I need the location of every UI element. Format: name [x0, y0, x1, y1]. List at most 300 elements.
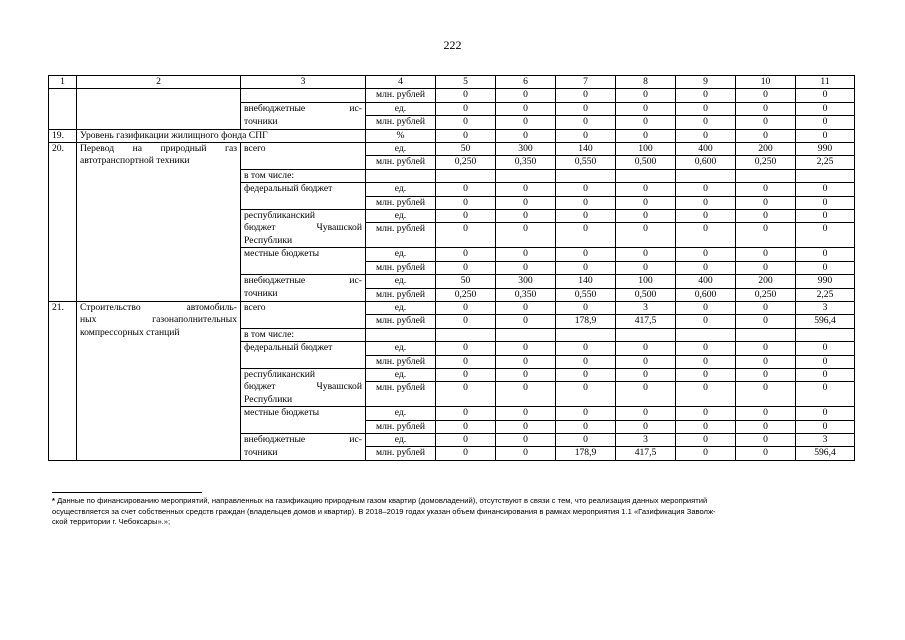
value-cell	[796, 368, 855, 381]
carry-row	[49, 89, 855, 102]
unit-cell-text: ед.	[394, 407, 407, 419]
value-cell-text: 0,250	[754, 288, 777, 300]
value-cell-text: 0	[703, 210, 708, 222]
value-cell	[676, 407, 736, 420]
value-cell-text: 0	[763, 89, 768, 101]
value-cell	[496, 315, 556, 328]
value-cell-text: 0,250	[454, 156, 477, 168]
unit-cell	[366, 342, 436, 355]
including-label-text: в том числе:	[244, 328, 295, 340]
header-cell	[77, 76, 241, 89]
value-cell	[436, 342, 496, 355]
empty-value	[496, 328, 556, 341]
header-cell-text: 2	[156, 76, 161, 87]
header-cell	[676, 76, 736, 89]
unit-cell-text: ед.	[394, 248, 407, 260]
value-cell	[616, 275, 676, 288]
value-cell	[796, 382, 855, 407]
value-cell-text: 0,250	[454, 288, 477, 300]
value-cell-text: 0	[763, 183, 768, 195]
value-cell	[616, 355, 676, 368]
including-label	[241, 328, 366, 341]
value-cell-text: 0	[763, 261, 768, 273]
unit-cell-text: млн. рублей	[376, 196, 425, 208]
row-title-line: автотранспортной техники	[80, 155, 190, 167]
value-cell-text: 0	[583, 223, 588, 235]
unit-cell	[366, 368, 436, 381]
value-cell	[436, 143, 496, 156]
value-cell	[796, 116, 855, 129]
empty-value	[796, 169, 855, 182]
value-cell-text: 0	[763, 368, 768, 380]
value-cell	[556, 248, 616, 261]
value-cell	[676, 275, 736, 288]
value-cell	[736, 116, 796, 129]
value-cell	[556, 129, 616, 142]
value-cell-text: 0	[703, 196, 708, 208]
value-cell-text: 0	[763, 102, 768, 114]
unit-cell-text: ед.	[394, 368, 407, 380]
republic-label	[241, 210, 366, 248]
empty-value	[676, 169, 736, 182]
header-cell-text: 5	[463, 76, 468, 87]
value-cell	[436, 223, 496, 248]
value-cell	[496, 210, 556, 223]
value-cell	[796, 183, 855, 196]
value-cell	[616, 102, 676, 115]
total-label-text: всего	[244, 301, 266, 313]
value-cell-text: 0	[523, 183, 528, 195]
value-cell-text: 0	[703, 261, 708, 273]
value-cell-text: 100	[638, 275, 653, 287]
value-cell	[736, 407, 796, 420]
offbudget-label-text: точники	[244, 115, 278, 127]
value-cell	[796, 261, 855, 274]
value-cell	[496, 355, 556, 368]
value-cell-text: 0,250	[754, 156, 777, 168]
value-cell-text: 0	[822, 355, 828, 367]
value-cell-text: 0	[463, 102, 468, 114]
value-cell-text: 0	[583, 355, 588, 367]
value-cell	[676, 129, 736, 142]
unit-cell-text: млн. рублей	[376, 355, 425, 367]
value-cell-text: 596,4	[814, 315, 836, 327]
value-cell-text: 300	[518, 275, 533, 287]
header-cell	[241, 76, 366, 89]
offbudget-label-text: точники	[244, 288, 278, 299]
value-cell	[796, 223, 855, 248]
value-cell	[496, 261, 556, 274]
header-cell	[616, 76, 676, 89]
republic-label	[241, 368, 366, 406]
federal-label	[241, 342, 366, 369]
value-cell-text: 0	[763, 210, 768, 222]
value-cell-text: 0	[583, 210, 588, 222]
footnote-rule	[52, 492, 202, 493]
value-cell-text: 0	[463, 301, 468, 313]
value-cell	[796, 129, 855, 142]
value-cell-text: 0	[463, 447, 468, 459]
value-cell	[676, 382, 736, 407]
value-cell-text: 0	[583, 301, 588, 313]
unit-cell	[366, 156, 436, 169]
value-cell-text: 0	[703, 315, 708, 327]
value-cell	[556, 223, 616, 248]
row-title-line: Перевод на природный газ	[80, 143, 237, 155]
value-cell-text: 0	[463, 342, 468, 354]
value-cell	[796, 210, 855, 223]
value-cell-text: 0	[583, 382, 588, 394]
federal-label	[241, 183, 366, 210]
value-cell-text: 0	[643, 116, 648, 128]
value-cell	[496, 433, 556, 446]
value-cell-text: 0	[463, 407, 468, 419]
value-cell	[556, 102, 616, 115]
unit-cell	[366, 196, 436, 209]
value-cell	[556, 368, 616, 381]
empty-value	[616, 328, 676, 341]
header-cell-text: 1	[60, 76, 65, 87]
value-cell-text: 0	[463, 116, 468, 128]
value-cell-text: 0	[822, 129, 828, 141]
footnote-line-3: ской территории г. Чебоксары».»;	[52, 517, 171, 526]
value-cell	[796, 420, 855, 433]
value-cell	[436, 315, 496, 328]
value-cell-text: 0	[643, 183, 648, 195]
value-cell-text: 0	[703, 368, 708, 380]
value-cell-text: 0	[523, 89, 528, 101]
value-cell-text: 0	[822, 223, 828, 235]
value-cell-text: 0	[463, 248, 468, 260]
value-cell	[676, 89, 736, 102]
offbudget-label-text: внебюджетные ис-	[244, 275, 362, 287]
unit-cell-text: ед.	[394, 183, 407, 195]
value-cell-text: 200	[758, 275, 773, 287]
value-cell-text: 178,9	[574, 315, 597, 327]
value-cell	[556, 342, 616, 355]
header-cell	[366, 76, 436, 89]
value-cell-text: 0	[822, 261, 828, 273]
unit-cell-text: ед.	[394, 210, 407, 222]
value-cell-text: 0	[643, 355, 648, 367]
empty-value	[796, 328, 855, 341]
value-cell-text: 0	[643, 342, 648, 354]
empty-value	[616, 169, 676, 182]
value-cell-text: 0	[583, 102, 588, 114]
value-cell-text: 0	[523, 355, 528, 367]
value-cell-text: 0	[523, 368, 528, 380]
unit-cell-text: млн. рублей	[376, 288, 425, 300]
value-cell	[556, 355, 616, 368]
value-cell-text: 0,600	[694, 156, 717, 168]
value-cell	[496, 89, 556, 102]
value-cell-text: 140	[578, 275, 593, 287]
value-cell	[736, 89, 796, 102]
value-cell	[556, 116, 616, 129]
republic-label-line: Республики	[244, 393, 293, 405]
value-cell-text: 3	[822, 301, 828, 313]
value-cell-text: 0	[703, 223, 708, 235]
unit-cell	[366, 407, 436, 420]
value-cell-text: 0	[583, 116, 588, 128]
value-cell-text: 0	[822, 210, 828, 222]
value-cell-text: 0	[703, 129, 708, 141]
value-cell	[436, 116, 496, 129]
value-cell-text: 0,550	[574, 156, 597, 168]
value-cell-text: 0	[763, 447, 768, 459]
value-cell	[436, 102, 496, 115]
value-cell	[736, 129, 796, 142]
unit-cell-text: млн. рублей	[376, 420, 425, 432]
value-cell-text: 0	[523, 420, 528, 432]
value-cell	[436, 156, 496, 169]
value-cell-text: 0	[822, 407, 828, 419]
value-cell-text: 0	[523, 248, 528, 260]
value-cell	[616, 116, 676, 129]
value-cell-text: 0	[763, 342, 768, 354]
value-cell-text: 0	[763, 248, 768, 260]
unit-cell-text: млн. рублей	[376, 89, 425, 101]
value-cell-text: 0	[463, 315, 468, 327]
header-cell-text: 7	[583, 76, 588, 87]
value-cell	[556, 447, 616, 460]
offbudget-label	[241, 447, 366, 460]
value-cell-text: 0	[583, 129, 588, 141]
row-19	[49, 129, 855, 142]
value-cell	[616, 129, 676, 142]
value-cell	[496, 288, 556, 301]
value-cell-text: 0	[703, 116, 708, 128]
value-cell	[436, 275, 496, 288]
value-cell-text: 0	[523, 129, 528, 141]
value-cell	[676, 447, 736, 460]
value-cell-text: 0	[523, 382, 528, 394]
value-cell	[736, 433, 796, 446]
value-cell	[496, 447, 556, 460]
value-cell	[616, 301, 676, 314]
value-cell-text: 50	[460, 275, 471, 287]
federal-label-text: федеральный бюджет	[244, 342, 333, 354]
value-cell-text: 0	[822, 368, 828, 380]
value-cell-text: 0	[583, 342, 588, 354]
value-cell	[736, 355, 796, 368]
offbudget-label-text: точники	[244, 446, 278, 458]
row-title	[77, 129, 366, 142]
value-cell-text: 0	[643, 210, 648, 222]
value-cell	[736, 342, 796, 355]
value-cell-text: 0	[643, 223, 648, 235]
footnote-line-1: Данные по финансированию мероприятий, направленных на газификацию природным газом квартир (домовладений), отсутствуют в связи с тем, что реализация данных мероприятий	[57, 496, 708, 505]
value-cell	[736, 315, 796, 328]
value-cell	[616, 342, 676, 355]
value-cell-text: 0	[523, 433, 528, 445]
value-cell-text: 0	[583, 420, 588, 432]
republic-label-line: бюджет Чувашской	[244, 381, 362, 393]
value-cell-text: 0	[463, 261, 468, 273]
value-cell	[556, 89, 616, 102]
unit-cell	[366, 261, 436, 274]
value-cell	[736, 102, 796, 115]
value-cell-text: 0	[703, 447, 708, 459]
value-cell-text: 0	[463, 223, 468, 235]
unit-cell	[366, 315, 436, 328]
value-cell	[676, 288, 736, 301]
unit-cell-text: ед.	[394, 102, 407, 114]
value-cell-text: 0	[523, 301, 528, 313]
unit-cell-text: ед.	[394, 433, 407, 445]
value-cell-text: 0	[763, 223, 768, 235]
value-cell-text: 0	[463, 129, 468, 141]
value-cell	[676, 261, 736, 274]
value-cell	[736, 275, 796, 288]
offbudget-label	[241, 275, 366, 288]
value-cell	[676, 210, 736, 223]
value-cell	[736, 156, 796, 169]
value-cell-text: 0	[523, 210, 528, 222]
offbudget-label	[241, 102, 366, 115]
row-number-text: 20.	[52, 143, 64, 155]
header-cell	[496, 76, 556, 89]
value-cell-text: 0	[583, 183, 588, 195]
value-cell	[616, 261, 676, 274]
value-cell-text: 0	[523, 407, 528, 419]
value-cell	[436, 407, 496, 420]
value-cell	[496, 342, 556, 355]
value-cell-text: 0	[463, 355, 468, 367]
value-cell	[736, 301, 796, 314]
value-cell	[676, 196, 736, 209]
value-cell	[436, 89, 496, 102]
value-cell	[436, 301, 496, 314]
value-cell	[496, 382, 556, 407]
value-cell-text: 0	[463, 368, 468, 380]
value-cell	[616, 420, 676, 433]
value-cell-text: 0,500	[634, 156, 657, 168]
unit-cell	[366, 89, 436, 102]
page-number: 222	[443, 38, 462, 52]
value-cell-text: 0,500	[634, 288, 657, 300]
value-cell	[616, 210, 676, 223]
value-cell	[796, 275, 855, 288]
value-cell	[436, 288, 496, 301]
local-label-text: местные бюджеты	[244, 407, 320, 419]
value-cell	[616, 447, 676, 460]
value-cell-text: 0	[703, 248, 708, 260]
value-cell-text: 0	[763, 315, 768, 327]
value-cell-text: 0	[703, 301, 708, 313]
row-title-line: компрессорных станций	[80, 326, 180, 338]
value-cell	[736, 288, 796, 301]
value-cell-text: 0	[763, 420, 768, 432]
value-cell	[796, 156, 855, 169]
header-cell-text: 3	[300, 76, 306, 87]
row-21-total	[49, 301, 855, 314]
value-cell	[796, 288, 855, 301]
unit-cell-text: ед.	[394, 301, 407, 313]
federal-label-text: федеральный бюджет	[244, 183, 333, 195]
value-cell-text: 178,9	[574, 447, 597, 459]
value-cell	[556, 275, 616, 288]
unit-cell-text: %	[396, 129, 405, 141]
value-cell-text: 0	[463, 433, 468, 445]
value-cell-text: 0	[703, 407, 708, 419]
value-cell-text: 0	[643, 420, 648, 432]
unit-cell-text: млн. рублей	[376, 315, 425, 327]
value-cell	[496, 275, 556, 288]
value-cell-text: 0,350	[514, 156, 537, 168]
value-cell	[556, 420, 616, 433]
value-cell	[496, 129, 556, 142]
value-cell	[436, 382, 496, 407]
value-cell-text: 400	[698, 143, 713, 155]
header-cell-text: 6	[523, 76, 528, 87]
empty-unit	[366, 169, 436, 182]
value-cell	[796, 447, 855, 460]
value-cell	[556, 433, 616, 446]
value-cell-text: 0	[643, 382, 648, 394]
total-label	[241, 301, 366, 328]
value-cell-text: 0	[463, 196, 468, 208]
value-cell-text: 3	[643, 301, 648, 313]
value-cell	[496, 156, 556, 169]
footnote-line-2: осуществляется за счет собственных средств граждан (владельцев домов и квартир). В 2018–2019 годах указан объем финансирования в рамках мероприятия 1.1 «Газификация Заволж-	[52, 506, 716, 516]
value-cell-text: 0	[822, 420, 828, 432]
value-cell	[676, 116, 736, 129]
value-cell-text: 0,600	[694, 288, 717, 300]
value-cell	[796, 407, 855, 420]
header-cell-text: 8	[643, 76, 648, 87]
value-cell-text: 0	[763, 196, 768, 208]
value-cell	[676, 420, 736, 433]
value-cell	[676, 301, 736, 314]
value-cell-text: 0	[583, 196, 588, 208]
value-cell-text: 990	[817, 275, 833, 287]
value-cell	[676, 368, 736, 381]
value-cell	[556, 382, 616, 407]
value-cell-text: 0	[763, 116, 768, 128]
value-cell	[496, 183, 556, 196]
value-cell	[436, 183, 496, 196]
value-cell	[736, 143, 796, 156]
value-cell	[556, 210, 616, 223]
unit-cell	[366, 420, 436, 433]
unit-cell	[366, 248, 436, 261]
unit-cell	[366, 223, 436, 248]
carry-num	[49, 89, 77, 129]
value-cell	[496, 420, 556, 433]
value-cell-text: 0	[463, 89, 468, 101]
unit-cell-text: ед.	[394, 275, 407, 287]
value-cell-text: 0	[703, 382, 708, 394]
value-cell-text: 0	[822, 89, 828, 101]
total-label-text: всего	[244, 143, 266, 155]
value-cell-text: 50	[460, 143, 471, 155]
value-cell-text: 200	[758, 143, 773, 155]
value-cell-text: 0	[822, 342, 828, 354]
value-cell	[496, 368, 556, 381]
value-cell	[676, 143, 736, 156]
value-cell	[736, 447, 796, 460]
value-cell	[496, 407, 556, 420]
value-cell	[496, 248, 556, 261]
value-cell-text: 0	[822, 102, 828, 114]
value-cell	[436, 355, 496, 368]
value-cell	[736, 382, 796, 407]
row-title-line: ных газонаполнительных	[80, 314, 237, 326]
including-label	[241, 169, 366, 182]
unit-cell	[366, 129, 436, 142]
value-cell	[676, 248, 736, 261]
